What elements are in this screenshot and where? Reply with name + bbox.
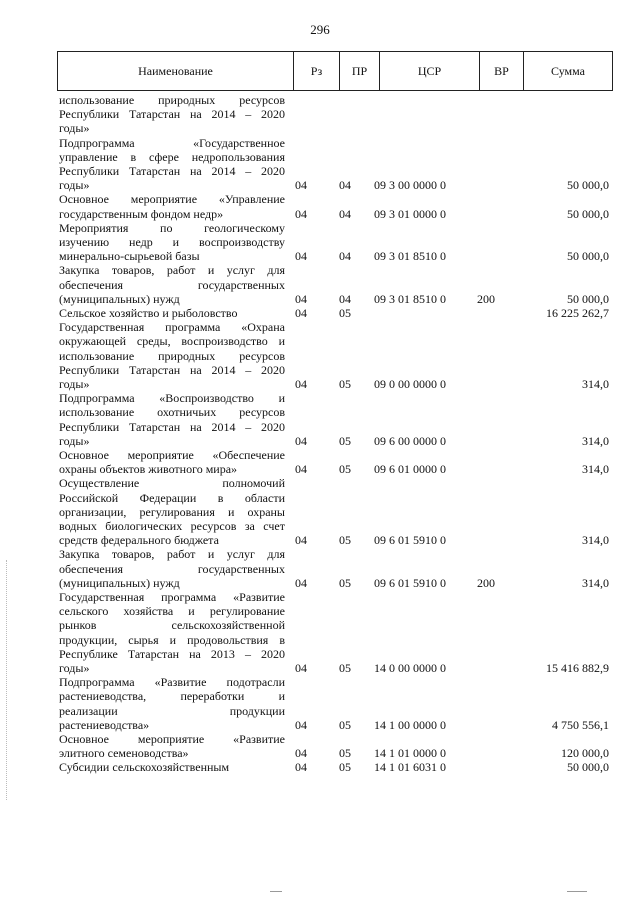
row-name-line: годы» xyxy=(59,178,90,193)
row-name-line: Мероприятия по геологическому xyxy=(59,220,285,235)
table-row xyxy=(0,221,640,264)
row-name-line: изучению недр и воспроизводству xyxy=(59,234,285,249)
header-rz: Рз xyxy=(293,52,339,90)
row-name-line: охраны объектов животного мира» xyxy=(59,462,238,477)
table-row xyxy=(0,263,640,306)
row-pr: 04 xyxy=(339,206,351,221)
row-name-line: Подпрограмма «Развитие подотрасли xyxy=(59,675,285,690)
row-name-line: Осуществление полномочий xyxy=(59,476,285,491)
row-name xyxy=(59,93,285,136)
row-name-line: растениеводства, переработки и xyxy=(59,689,285,704)
row-sum: 15 416 882,9 xyxy=(546,660,609,675)
row-rz: 04 xyxy=(295,575,307,590)
row-csr: 09 6 00 0000 0 xyxy=(374,433,446,448)
row-name-line: водных биологических ресурсов за счет xyxy=(59,518,285,533)
row-pr: 05 xyxy=(339,533,351,548)
row-name-line: сельского хозяйства и регулирование xyxy=(59,604,285,619)
row-pr: 05 xyxy=(339,305,351,320)
table-row xyxy=(0,732,640,760)
row-name-line: использование охотничьих ресурсов xyxy=(59,405,285,420)
row-rz: 04 xyxy=(295,376,307,391)
row-rz: 04 xyxy=(295,206,307,221)
row-name-line: годы» xyxy=(59,660,90,675)
row-name-line: средств федерального бюджета xyxy=(59,533,219,548)
row-pr: 05 xyxy=(339,717,351,732)
row-pr: 04 xyxy=(339,178,351,193)
row-name-line: Основное мероприятие «Управление xyxy=(59,192,285,207)
row-sum: 314,0 xyxy=(582,462,609,477)
footer-mark xyxy=(270,891,282,892)
row-csr: 14 1 01 6031 0 xyxy=(374,760,446,775)
row-csr: 09 3 01 8510 0 xyxy=(374,291,446,306)
row-rz: 04 xyxy=(295,462,307,477)
row-name-line: Основное мероприятие «Обеспечение xyxy=(59,448,285,462)
row-sum: 16 225 262,7 xyxy=(546,305,609,320)
row-name-line: Подпрограмма «Воспроизводство и xyxy=(59,391,285,406)
table-row xyxy=(0,320,640,391)
row-pr: 05 xyxy=(339,462,351,477)
row-name-line: минерально-сырьевой базы xyxy=(59,249,200,264)
header-sum: Сумма xyxy=(523,52,612,90)
row-name-line: рынков сельскохозяйственной xyxy=(59,618,285,633)
row-name-line: обеспечения государственных xyxy=(59,561,285,576)
page-number: 296 xyxy=(310,22,330,37)
row-name-line: Закупка товаров, работ и услуг для xyxy=(59,263,285,278)
row-name xyxy=(59,192,285,220)
row-rz: 04 xyxy=(295,433,307,448)
row-csr: 14 0 00 0000 0 xyxy=(374,660,446,675)
row-csr: 09 3 01 8510 0 xyxy=(374,249,446,264)
row-name-line: (муниципальных) нужд xyxy=(59,575,180,590)
row-pr: 05 xyxy=(339,746,351,761)
row-pr: 05 xyxy=(339,760,351,775)
row-name-line: государственным фондом недр» xyxy=(59,206,224,221)
row-rz: 04 xyxy=(295,717,307,732)
row-csr: 14 1 00 0000 0 xyxy=(374,717,446,732)
row-name-line: обеспечения государственных xyxy=(59,277,285,292)
row-name-line: Закупка товаров, работ и услуг для xyxy=(59,547,285,562)
row-sum: 50 000,0 xyxy=(567,291,609,306)
row-name-line: Государственная программа «Охрана xyxy=(59,320,285,335)
row-sum: 314,0 xyxy=(582,376,609,391)
row-name-line: использование природных ресурсов xyxy=(59,348,285,363)
footer-mark xyxy=(567,891,587,892)
row-rz: 04 xyxy=(295,249,307,264)
row-name-line: Республики Татарстан на 2014 – 2020 xyxy=(59,419,285,434)
row-csr: 09 3 01 0000 0 xyxy=(374,206,446,221)
row-name xyxy=(59,136,285,193)
row-csr: 09 6 01 0000 0 xyxy=(374,462,446,477)
row-name-line: элитного семеноводства» xyxy=(59,746,189,761)
row-rz: 04 xyxy=(295,746,307,761)
row-sum: 4 750 556,1 xyxy=(552,717,609,732)
row-name-line: реализации продукции xyxy=(59,703,285,718)
row-csr: 09 6 01 5910 0 xyxy=(374,533,446,548)
header-vr: ВР xyxy=(479,52,523,90)
row-name-line: Республике Татарстан на 2013 – 2020 xyxy=(59,646,285,661)
row-name xyxy=(59,547,285,590)
header-csr: ЦСР xyxy=(379,52,479,90)
row-vr: 200 xyxy=(477,575,495,590)
table-row xyxy=(0,760,640,774)
row-sum: 314,0 xyxy=(582,575,609,590)
row-name-line: управление в сфере недропользования xyxy=(59,149,285,164)
row-sum: 314,0 xyxy=(582,533,609,548)
table-header xyxy=(57,51,613,91)
row-name-line: окружающей среды, воспроизводство и xyxy=(59,334,285,349)
row-name xyxy=(59,221,285,264)
row-csr: 14 1 01 0000 0 xyxy=(374,746,446,761)
table-row xyxy=(0,590,640,675)
row-rz: 04 xyxy=(295,760,307,775)
row-csr: 09 3 00 0000 0 xyxy=(374,178,446,193)
row-name-line: использование природных ресурсов xyxy=(59,93,285,107)
row-name-line: Сельское хозяйство и рыболовство xyxy=(59,306,238,320)
row-pr: 05 xyxy=(339,433,351,448)
margin-dots xyxy=(6,560,8,800)
row-name-line: (муниципальных) нужд xyxy=(59,291,180,306)
table-row xyxy=(0,136,640,193)
row-name xyxy=(59,263,285,306)
row-name xyxy=(59,320,285,391)
row-csr: 09 0 00 0000 0 xyxy=(374,376,446,391)
header-name: Наименование xyxy=(138,63,213,78)
row-name xyxy=(59,732,285,760)
row-pr: 05 xyxy=(339,660,351,675)
table-row xyxy=(0,306,640,320)
table-row xyxy=(0,448,640,476)
row-pr: 05 xyxy=(339,575,351,590)
row-name-line: растениеводства» xyxy=(59,717,150,732)
row-sum: 50 000,0 xyxy=(567,249,609,264)
row-name-line: Субсидии сельскохозяйственным xyxy=(59,760,230,775)
table-row xyxy=(0,192,640,220)
row-name-line: Государственная программа «Развитие xyxy=(59,590,285,604)
row-name-line: Подпрограмма «Государственное xyxy=(59,135,285,150)
row-pr: 05 xyxy=(339,376,351,391)
row-name-line: годы» xyxy=(59,121,90,136)
row-name-line: организации, регулирования и охраны xyxy=(59,504,285,519)
row-name xyxy=(59,306,285,320)
table-row xyxy=(0,391,640,448)
row-sum: 120 000,0 xyxy=(561,746,609,761)
row-sum: 50 000,0 xyxy=(567,178,609,193)
header-pr: ПР xyxy=(339,52,379,90)
row-rz: 04 xyxy=(295,660,307,675)
row-csr: 09 6 01 5910 0 xyxy=(374,575,446,590)
row-name-line: Республики Татарстан на 2014 – 2020 xyxy=(59,362,285,377)
row-pr: 04 xyxy=(339,291,351,306)
row-vr: 200 xyxy=(477,291,495,306)
row-rz: 04 xyxy=(295,291,307,306)
row-sum: 50 000,0 xyxy=(567,760,609,775)
row-name xyxy=(59,760,285,774)
row-name xyxy=(59,448,285,476)
row-pr: 04 xyxy=(339,249,351,264)
row-name xyxy=(59,391,285,448)
table-row xyxy=(0,93,640,136)
row-name-line: Республики Татарстан на 2014 – 2020 xyxy=(59,163,285,178)
row-rz: 04 xyxy=(295,533,307,548)
row-name xyxy=(59,476,285,547)
row-name xyxy=(59,675,285,732)
table-row xyxy=(0,675,640,732)
row-name-line: годы» xyxy=(59,433,90,448)
row-rz: 04 xyxy=(295,178,307,193)
row-sum: 314,0 xyxy=(582,433,609,448)
row-name-line: годы» xyxy=(59,376,90,391)
row-name-line: Российской Федерации в области xyxy=(59,490,285,505)
row-sum: 50 000,0 xyxy=(567,206,609,221)
row-name-line: Основное мероприятие «Развитие xyxy=(59,732,285,746)
table-row xyxy=(0,476,640,547)
row-name-line: продукции, сырья и продовольствия в xyxy=(59,632,285,647)
row-name-line: Республики Татарстан на 2014 – 2020 xyxy=(59,107,285,122)
row-rz: 04 xyxy=(295,305,307,320)
row-name xyxy=(59,590,285,675)
table-row xyxy=(0,547,640,590)
